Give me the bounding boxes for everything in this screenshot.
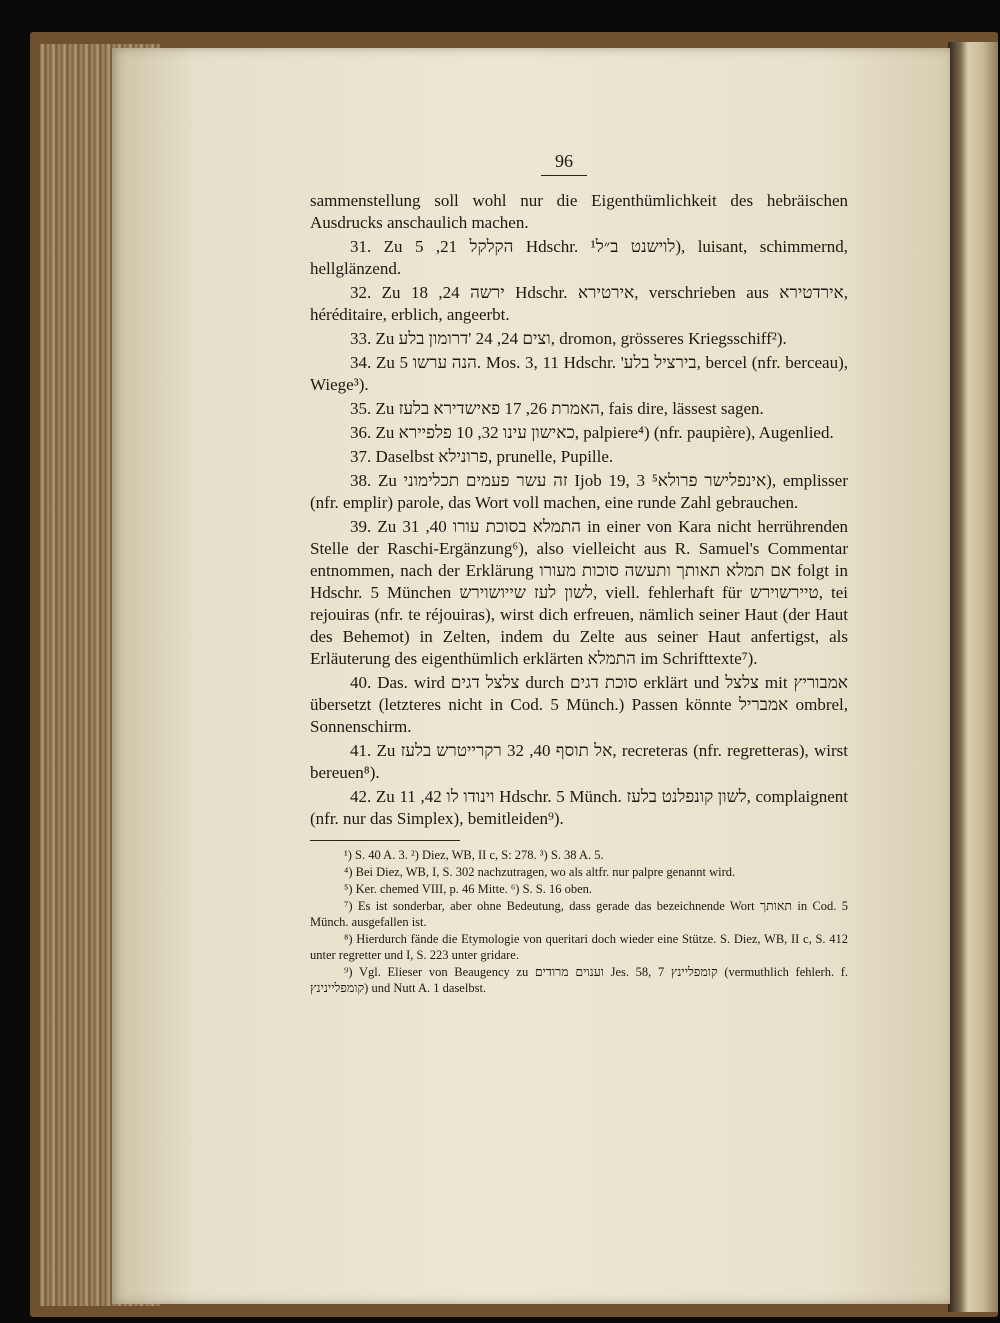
entry-35: 35. Zu האמרת 26, 17 פאישדירא בלעז, fais dire, lässest sagen. — [350, 399, 764, 418]
page-number: 96 — [280, 150, 848, 172]
footnote-divider — [310, 840, 460, 841]
footnote-1-3: ¹) S. 40 A. 3. ²) Diez, WB, II c, S: 278. ³) S. 38 A. 5. — [344, 848, 604, 862]
text-column — [310, 150, 848, 997]
entry-37: 37. Daselbst פרונילא, prunelle, Pupille. — [350, 447, 614, 466]
book-right-edge — [948, 42, 998, 1312]
footnote-9: ⁹) Vgl. Elieser von Beaugency zu וענוים מרודים Jes. 58, 7 קומפליינץ (vermuthlich fehlerh. f. קומפליינינץ) und Nutt A. 1 daselbst. — [310, 965, 849, 995]
footnote-4: ⁴) Bei Diez, WB, I, S. 302 nachzutragen, wo als altfr. nur palpre genannt wird. — [344, 865, 736, 879]
entry-39: 39. Zu התמלא בסוכת עורו 40, 31 in einer von Kara nicht herrührenden Stelle der Raschi-Ergänzung⁶), also vielleicht aus R. Samuel's Commentar entnommen, nach der Erklärung אם תמלא תאותך ותעשה סוכות מעורו folgt in Hdschr. 5 München לשון לעז שייושוירש, viell. fehlerhaft für טיירשוירש, tei rejouiras (nfr. te réjouiras), wirst dich erfreuen, nämlich seiner Haut (der Haut des Behemot) in Zelten, indem du Zelte aus seiner Haut anfertigst, als Erläuterung des eigenthümlich erklärten התמלא im Schrifttexte⁷). — [310, 517, 849, 668]
entry-32: 32. Zu ירשה 24, 18 Hdschr. אירטירא, verschrieben aus אירדטירא, héréditaire, erblich, angeerbt. — [310, 283, 848, 324]
entry-31: 31. Zu הקלקל 21, 5 Hdschr. לוישנט ב״ל¹), luisant, schimmernd, hellglänzend. — [310, 237, 848, 278]
footnote-8: ⁸) Hierdurch fände die Etymologie von queritari doch wieder eine Stütze. S. Diez, WB, II c, S. 412 unter regretter und I, S. 223 unter gridare. — [310, 932, 848, 962]
footnote-7: ⁷) Es ist sonderbar, aber ohne Bedeutung, dass gerade das bezeichnende Wort תאותך in Cod. 5 Münch. ausgefallen ist. — [310, 899, 849, 929]
entry-36: 36. Zu כאישון עינו 32, 10 פלפיירא, palpiere⁴) (nfr. paupière), Augenlied. — [350, 423, 834, 442]
entry-38: 38. Zu זה עשר פעמים תכלימוני Ijob 19, 3 אינפלישר פרולא⁵), emplisser (nfr. emplir) parole, das Wort voll machen, eine runde Zahl gebrauchen. — [310, 471, 848, 512]
entry-42: 42. Zu וינודו לו 42, 11 Hdschr. 5 Münch. לשון קונפלנט בלעז, complaignent (nfr. nur das Simplex), bemitleiden⁹). — [310, 787, 848, 828]
footnote-5-6: ⁵) Ker. chemed VIII, p. 46 Mitte. ⁶) S. S. 16 oben. — [344, 882, 593, 896]
entry-41: 41. Zu אל תוסף 40, 32 רקרייטרש בלעז, recreteras (nfr. regretteras), wirst bereuen⁸). — [310, 741, 849, 782]
entry-33: 33. Zu וצים 24, 24 'דרומון בלע, dromon, grösseres Kriegsschiff²). — [350, 329, 787, 348]
entry-40: 40. Das. wird צלצל דגים durch סוכת דגים erklärt und צלצל mit אמבוריץ übersetzt (letzteres nicht in Cod. 5 Münch.) Passen könnte אמבריל ombrel, Sonnenschirm. — [310, 673, 848, 736]
entry-34: 34. Zu הנה ערשו 5. Mos. 3, 11 Hdschr. 'בירציל בלע, bercel (nfr. berceau), Wiege³). — [310, 353, 848, 394]
paragraph-continuation: sammenstellung soll wohl nur die Eigenthümlichkeit des hebräischen Ausdrucks anschaulich machen. — [310, 191, 848, 232]
